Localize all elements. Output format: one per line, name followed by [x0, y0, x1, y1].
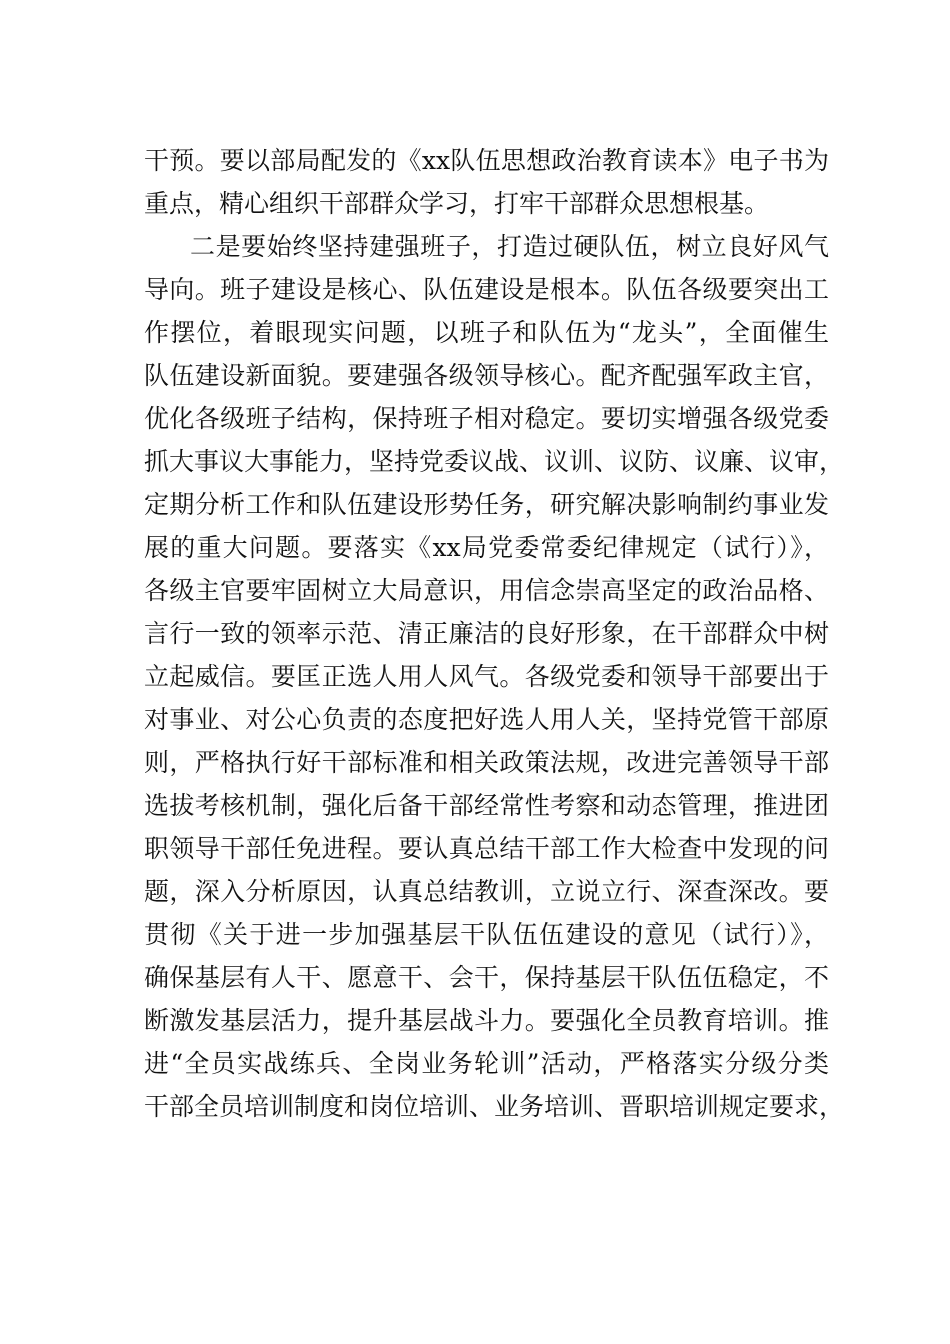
text-line: 各级主官要牢固树立大局意识，用信念崇高坚定的政治品格、 [144, 576, 829, 605]
text-line: 作摆位，着眼现实问题，以班子和队伍为“龙头”，全面催生 [144, 318, 829, 347]
text-line: 定期分析工作和队伍建设形势任务，研究解决影响制约事业发 [144, 490, 829, 519]
text-line: 干预。要以部局配发的《xx队伍思想政治教育读本》电子书为 [144, 146, 829, 175]
text-line: 队伍建设新面貌。要建强各级领导核心。配齐配强军政主官， [144, 361, 829, 390]
text-line: 选拔考核机制，强化后备干部经常性考察和动态管理，推进团 [144, 791, 829, 820]
text-line: 对事业、对公心负责的态度把好选人用人关，坚持党管干部原 [144, 705, 829, 734]
text-line: 优化各级班子结构，保持班子相对稳定。要切实增强各级党委 [144, 404, 829, 433]
text-line: 立起威信。要匡正选人用人风气。各级党委和领导干部要出于 [144, 662, 829, 691]
paragraph-lead-line: 二是要始终坚持建强班子，打造过硬队伍，树立良好风气 [190, 232, 829, 261]
text-line: 干部全员培训制度和岗位培训、业务培训、晋职培训规定要求， [144, 1092, 845, 1121]
text-line: 则，严格执行好干部标准和相关政策法规，改进完善领导干部 [144, 748, 829, 777]
text-line: 题，深入分析原因，认真总结教训，立说立行、深查深改。要 [144, 877, 829, 906]
text-line: 断激发基层活力，提升基层战斗力。要强化全员教育培训。推 [144, 1006, 829, 1035]
text-line: 确保基层有人干、愿意干、会干，保持基层干队伍伍稳定，不 [144, 963, 829, 992]
text-line: 进“全员实战练兵、全岗业务轮训”活动，严格落实分级分类 [144, 1049, 829, 1078]
text-line: 职领导干部任免进程。要认真总结干部工作大检查中发现的问 [144, 834, 829, 863]
document-body [144, 139, 845, 1128]
text-line: 贯彻《关于进一步加强基层干队伍伍建设的意见（试行）》， [144, 920, 829, 949]
text-line: 抓大事议大事能力，坚持党委议战、议训、议防、议廉、议审， [144, 447, 845, 476]
text-line: 展的重大问题。要落实《xx局党委常委纪律规定（试行）》， [144, 533, 829, 562]
text-line: 重点，精心组织干部群众学习，打牢干部群众思想根基。 [144, 189, 770, 218]
text-line: 言行一致的领率示范、清正廉洁的良好形象，在干部群众中树 [144, 619, 829, 648]
text-line: 导向。班子建设是核心、队伍建设是根本。队伍各级要突出工 [144, 275, 829, 304]
